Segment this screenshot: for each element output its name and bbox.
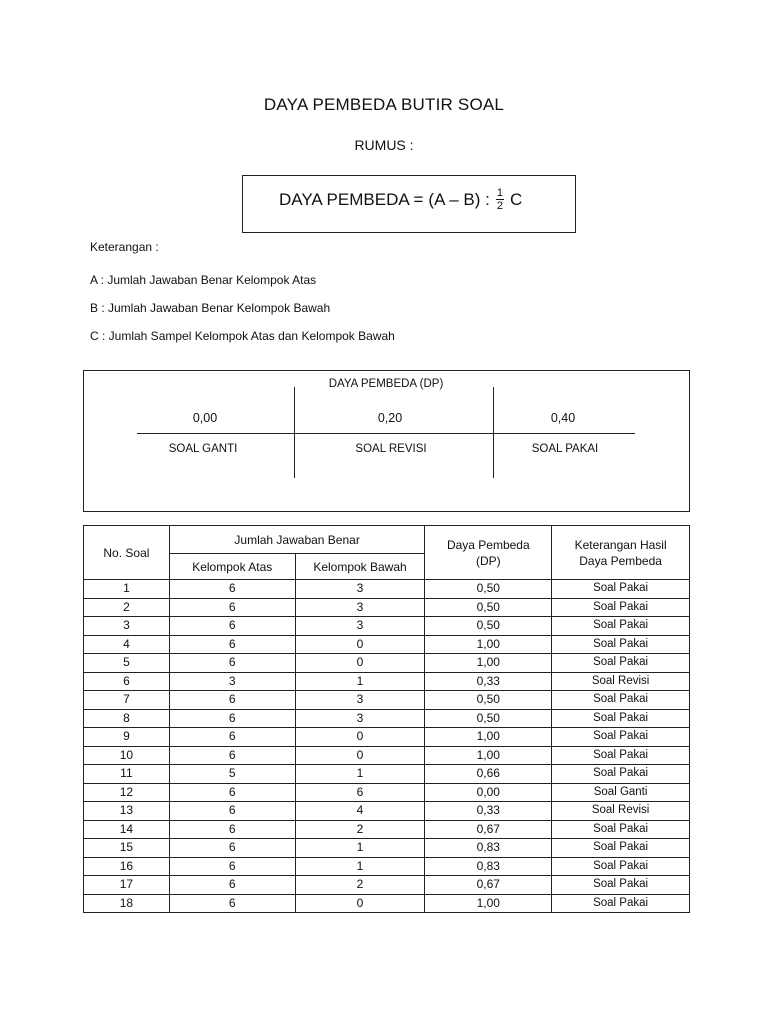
cell-daya-pembeda: 1,00 (425, 654, 552, 673)
cell-no-soal: 4 (84, 635, 170, 654)
cell-keterangan-hasil: Soal Pakai (552, 617, 690, 636)
cell-kelompok-bawah: 2 (295, 820, 425, 839)
cell-kelompok-bawah: 0 (295, 746, 425, 765)
cell-no-soal: 1 (84, 580, 170, 599)
cell-kelompok-bawah: 1 (295, 839, 425, 858)
dp-category-pakai: SOAL PAKAI (531, 443, 599, 455)
cell-kelompok-atas: 6 (169, 820, 295, 839)
header-daya-pembeda (425, 526, 552, 580)
table-row (84, 654, 690, 673)
cell-kelompok-atas: 6 (169, 709, 295, 728)
formula-middle: (A – B) : (428, 189, 490, 209)
table-body (84, 580, 690, 913)
cell-no-soal: 8 (84, 709, 170, 728)
cell-kelompok-atas: 6 (169, 617, 295, 636)
cell-kelompok-atas: 6 (169, 728, 295, 747)
cell-daya-pembeda: 0,83 (425, 857, 552, 876)
table-row (84, 672, 690, 691)
dp-value-1: 0,20 (377, 411, 403, 425)
cell-keterangan-hasil: Soal Pakai (552, 598, 690, 617)
formula-right: C (509, 189, 523, 209)
cell-no-soal: 16 (84, 857, 170, 876)
cell-no-soal: 17 (84, 876, 170, 895)
dp-category-revisi: SOAL REVISI (355, 443, 427, 455)
table-row (84, 728, 690, 747)
table-row (84, 839, 690, 858)
table-row (84, 580, 690, 599)
cell-daya-pembeda: 0,50 (425, 598, 552, 617)
cell-kelompok-bawah: 0 (295, 728, 425, 747)
dp-value-2: 0,40 (550, 411, 576, 425)
keterangan-item-c: C : Jumlah Sampel Kelompok Atas dan Kelompok Bawah (90, 329, 395, 343)
cell-keterangan-hasil: Soal Pakai (552, 635, 690, 654)
header-ket-line2: Daya Pembeda (579, 553, 662, 568)
cell-keterangan-hasil: Soal Revisi (552, 802, 690, 821)
dp-value-0: 0,00 (192, 411, 218, 425)
cell-daya-pembeda: 1,00 (425, 728, 552, 747)
formula (279, 187, 522, 212)
cell-no-soal: 15 (84, 839, 170, 858)
keterangan-item-a: A : Jumlah Jawaban Benar Kelompok Atas (90, 273, 317, 287)
keterangan-item-b: B : Jumlah Jawaban Benar Kelompok Bawah (90, 301, 331, 315)
data-table (83, 525, 690, 913)
cell-kelompok-atas: 5 (169, 765, 295, 784)
cell-kelompok-bawah: 3 (295, 617, 425, 636)
dp-category-ganti: SOAL GANTI (168, 443, 238, 455)
dp-scale-title: DAYA PEMBEDA (DP) (328, 378, 444, 390)
cell-keterangan-hasil: Soal Pakai (552, 894, 690, 913)
cell-no-soal: 7 (84, 691, 170, 710)
cell-kelompok-bawah: 3 (295, 580, 425, 599)
table-row (84, 598, 690, 617)
cell-kelompok-atas: 6 (169, 876, 295, 895)
cell-no-soal: 5 (84, 654, 170, 673)
cell-kelompok-atas: 6 (169, 802, 295, 821)
cell-no-soal: 6 (84, 672, 170, 691)
rumus-label: RUMUS : (354, 137, 414, 153)
cell-daya-pembeda: 0,67 (425, 820, 552, 839)
header-keterangan-hasil (552, 526, 690, 580)
cell-no-soal: 2 (84, 598, 170, 617)
cell-no-soal: 13 (84, 802, 170, 821)
cell-no-soal: 11 (84, 765, 170, 784)
cell-kelompok-bawah: 3 (295, 598, 425, 617)
cell-kelompok-bawah: 3 (295, 691, 425, 710)
header-kelompok-atas: Kelompok Atas (169, 554, 295, 580)
cell-no-soal: 10 (84, 746, 170, 765)
cell-kelompok-bawah: 3 (295, 709, 425, 728)
header-ket-line1: Keterangan Hasil (574, 537, 667, 552)
cell-kelompok-atas: 6 (169, 894, 295, 913)
cell-keterangan-hasil: Soal Pakai (552, 709, 690, 728)
table-row (84, 894, 690, 913)
cell-kelompok-bawah: 1 (295, 765, 425, 784)
cell-kelompok-bawah: 2 (295, 876, 425, 895)
header-dp-line2: (DP) (475, 553, 501, 568)
header-jumlah-jawaban: Jumlah Jawaban Benar (169, 526, 425, 554)
cell-kelompok-atas: 6 (169, 598, 295, 617)
cell-keterangan-hasil: Soal Pakai (552, 857, 690, 876)
cell-kelompok-bawah: 1 (295, 672, 425, 691)
cell-no-soal: 18 (84, 894, 170, 913)
table-row (84, 802, 690, 821)
page-title: DAYA PEMBEDA BUTIR SOAL (263, 95, 505, 114)
header-no-soal: No. Soal (84, 526, 170, 580)
cell-daya-pembeda: 0,50 (425, 709, 552, 728)
cell-keterangan-hasil: Soal Pakai (552, 654, 690, 673)
cell-kelompok-bawah: 4 (295, 802, 425, 821)
cell-daya-pembeda: 1,00 (425, 894, 552, 913)
cell-kelompok-bawah: 0 (295, 894, 425, 913)
cell-kelompok-bawah: 0 (295, 635, 425, 654)
keterangan-heading: Keterangan : (90, 240, 159, 254)
table-row (84, 691, 690, 710)
cell-daya-pembeda: 0,67 (425, 876, 552, 895)
header-kelompok-bawah: Kelompok Bawah (295, 554, 425, 580)
table-row (84, 765, 690, 784)
cell-kelompok-bawah: 1 (295, 857, 425, 876)
cell-kelompok-atas: 6 (169, 654, 295, 673)
table-row (84, 746, 690, 765)
cell-daya-pembeda: 0,66 (425, 765, 552, 784)
cell-daya-pembeda: 0,50 (425, 580, 552, 599)
cell-keterangan-hasil: Soal Pakai (552, 746, 690, 765)
cell-keterangan-hasil: Soal Pakai (552, 728, 690, 747)
table-row (84, 617, 690, 636)
dp-scale-box (83, 370, 690, 512)
header-dp-line1: Daya Pembeda (446, 537, 530, 552)
cell-keterangan-hasil: Soal Pakai (552, 839, 690, 858)
cell-daya-pembeda: 1,00 (425, 635, 552, 654)
cell-kelompok-atas: 6 (169, 783, 295, 802)
cell-kelompok-bawah: 6 (295, 783, 425, 802)
table-row (84, 876, 690, 895)
formula-box (242, 175, 576, 233)
cell-daya-pembeda: 0,00 (425, 783, 552, 802)
formula-fraction (496, 187, 504, 212)
cell-kelompok-atas: 3 (169, 672, 295, 691)
cell-daya-pembeda: 0,50 (425, 617, 552, 636)
cell-daya-pembeda: 0,83 (425, 839, 552, 858)
cell-daya-pembeda: 0,33 (425, 672, 552, 691)
cell-kelompok-atas: 6 (169, 857, 295, 876)
cell-keterangan-hasil: Soal Revisi (552, 672, 690, 691)
cell-no-soal: 12 (84, 783, 170, 802)
cell-keterangan-hasil: Soal Ganti (552, 783, 690, 802)
table-row (84, 820, 690, 839)
cell-daya-pembeda: 0,50 (425, 691, 552, 710)
cell-no-soal: 9 (84, 728, 170, 747)
cell-kelompok-bawah: 0 (295, 654, 425, 673)
cell-kelompok-atas: 6 (169, 746, 295, 765)
cell-no-soal: 3 (84, 617, 170, 636)
table-row (84, 857, 690, 876)
cell-keterangan-hasil: Soal Pakai (552, 691, 690, 710)
cell-daya-pembeda: 0,33 (425, 802, 552, 821)
dp-scale-axis (137, 433, 635, 434)
cell-keterangan-hasil: Soal Pakai (552, 765, 690, 784)
table-row (84, 635, 690, 654)
cell-kelompok-atas: 6 (169, 580, 295, 599)
cell-keterangan-hasil: Soal Pakai (552, 580, 690, 599)
cell-no-soal: 14 (84, 820, 170, 839)
formula-left: DAYA PEMBEDA = (279, 189, 424, 209)
fraction-numerator: 1 (496, 187, 503, 199)
cell-keterangan-hasil: Soal Pakai (552, 876, 690, 895)
fraction-denominator: 2 (496, 200, 503, 212)
table-row (84, 783, 690, 802)
table-row (84, 709, 690, 728)
cell-keterangan-hasil: Soal Pakai (552, 820, 690, 839)
cell-kelompok-atas: 6 (169, 635, 295, 654)
cell-daya-pembeda: 1,00 (425, 746, 552, 765)
cell-kelompok-atas: 6 (169, 691, 295, 710)
cell-kelompok-atas: 6 (169, 839, 295, 858)
